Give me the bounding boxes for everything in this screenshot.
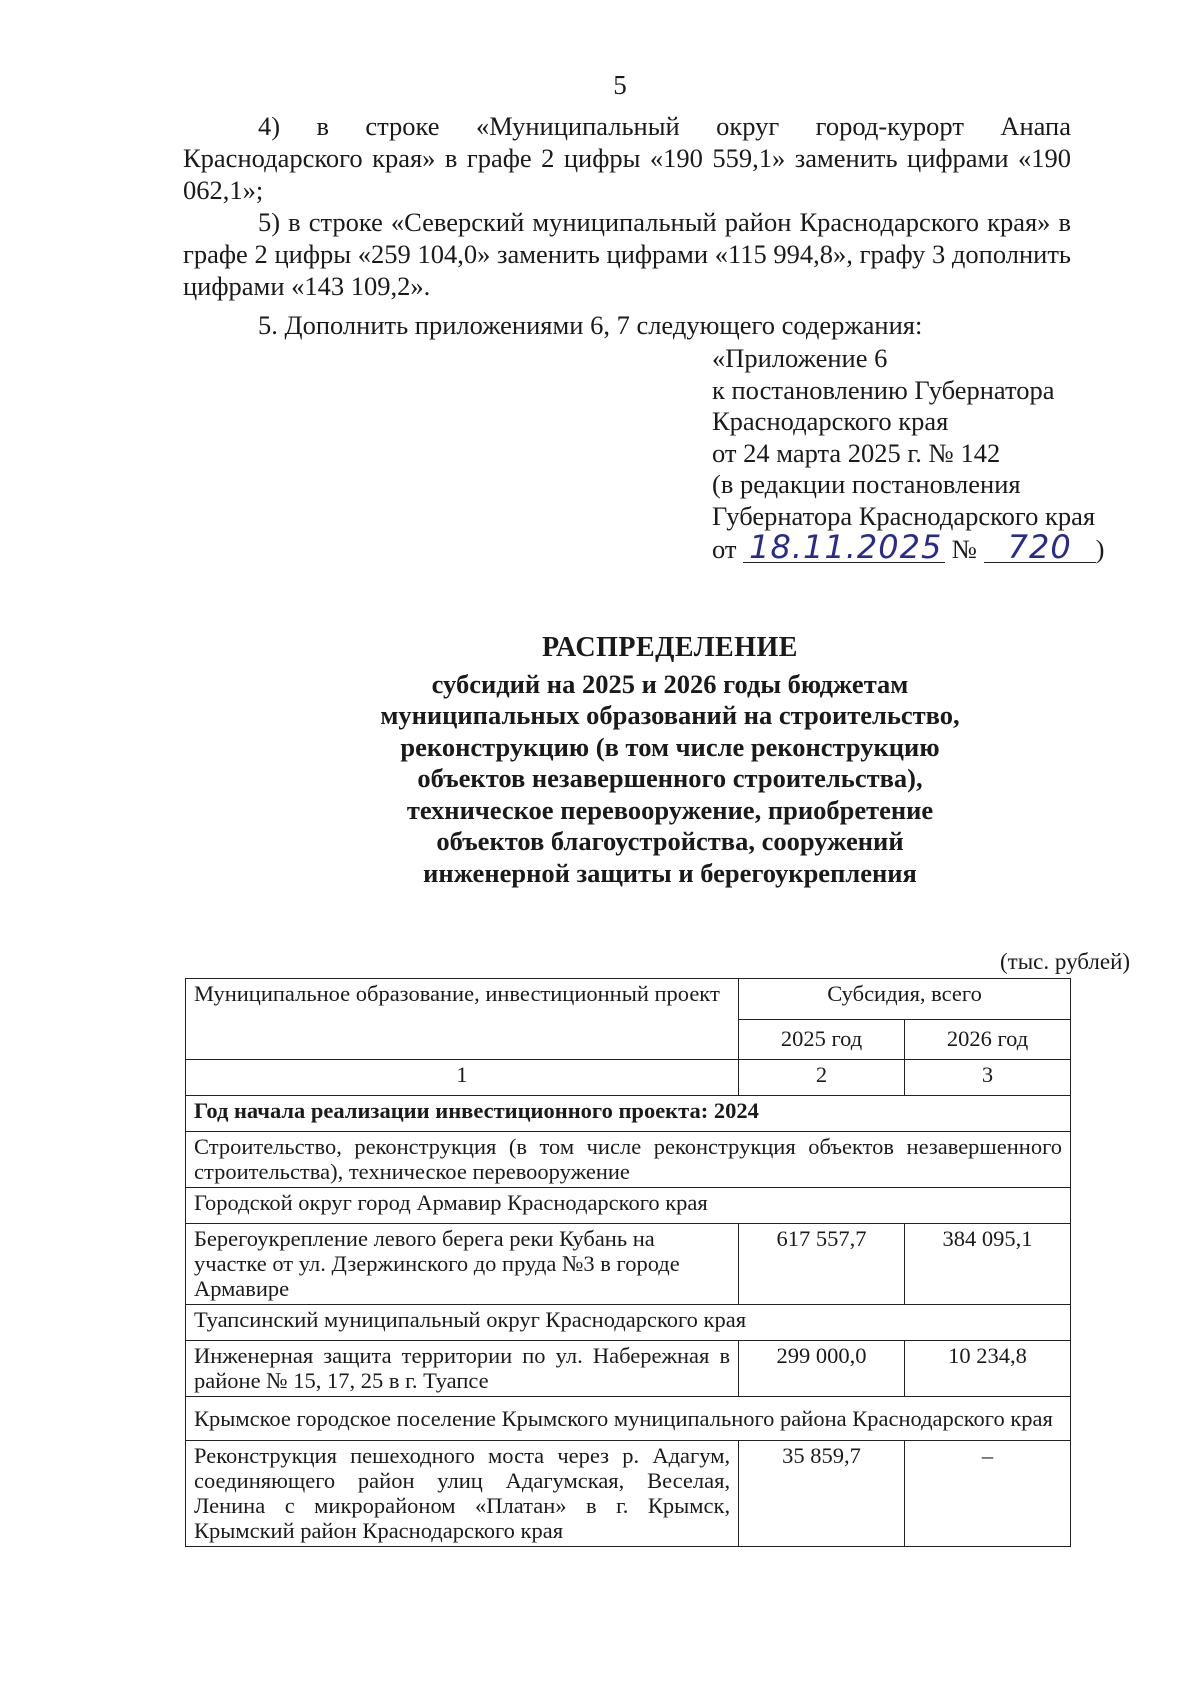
amendments-text <box>183 110 1071 341</box>
value-2026: – <box>905 1441 1071 1547</box>
document-title <box>0 632 1200 889</box>
handwritten-number: 720 <box>984 532 1096 563</box>
column-number: 1 <box>186 1060 739 1096</box>
signature-date-row <box>712 528 1105 566</box>
value-2026: 384 095,1 <box>905 1224 1071 1305</box>
header-municipality-project: Муниципальное образование, инвестиционный проект <box>186 979 739 1060</box>
value-2025: 617 557,7 <box>739 1224 905 1305</box>
start-year-row: Год начала реализации инвестиционного проекта: 2024 <box>186 1096 1071 1132</box>
table-row <box>186 1224 1071 1305</box>
amendment-item-4: 4) в строке «Муниципальный округ город-курорт Анапа Краснодарского края» в графе 2 цифры «190 559,1» заменить цифрами «190 062,1»; <box>183 111 1071 205</box>
municipality-row: Крымское городское поселение Крымского муниципального района Краснодарского края <box>186 1397 1071 1441</box>
handwritten-date: 18.11.2025 <box>743 532 945 563</box>
table-row <box>186 1341 1071 1397</box>
table-row <box>186 1441 1071 1547</box>
title-line: техническое перевооружение, приобретение <box>406 794 934 825</box>
value-2026: 10 234,8 <box>905 1341 1071 1397</box>
value-2025: 35 859,7 <box>739 1441 905 1547</box>
column-number: 3 <box>905 1060 1071 1096</box>
table-header-row <box>186 979 1071 1020</box>
category-row: Строительство, реконструкция (в том числе реконструкция объектов незавершенного строительства), техническое перевооружение <box>186 1132 1071 1188</box>
signature-prefix: от <box>712 534 737 564</box>
appendix-line: (в редакции постановления <box>712 469 1021 499</box>
value-2025: 299 000,0 <box>739 1341 905 1397</box>
amendment-add-appendices: 5. Дополнить приложениями 6, 7 следующего содержания: <box>258 310 923 340</box>
column-number: 2 <box>739 1060 905 1096</box>
table-row <box>186 1132 1071 1188</box>
header-subsidy-total: Субсидия, всего <box>739 979 1071 1020</box>
title-line: муниципальных образований на строительство, <box>380 700 960 730</box>
closing-paren: ) <box>1095 534 1105 564</box>
table-row <box>186 1397 1071 1441</box>
municipality-row: Городской округ город Армавир Краснодарского края <box>186 1188 1071 1224</box>
title-line: объектов незавершенного строительства), <box>417 763 923 793</box>
appendix-header <box>712 343 1104 566</box>
table-row <box>186 1188 1071 1224</box>
title-line: инженерной защиты и берегоукрепления <box>423 857 917 888</box>
subsidy-table <box>185 978 1071 1547</box>
municipality-row: Туапсинский муниципальный округ Краснодарского края <box>186 1305 1071 1341</box>
amendment-item-5: 5) в строке «Северский муниципальный район Краснодарского края» в графе 2 цифры «259 104,0» заменить цифрами «115 994,8», графу 3 дополнить цифрами «143 109,2». <box>183 207 1071 301</box>
header-year-2025: 2025 год <box>739 1019 905 1060</box>
appendix-line: к постановлению Губернатора <box>712 374 1055 405</box>
title-line: субсидий на 2025 и 2026 годы бюджетам <box>431 668 909 699</box>
project-name: Реконструкция пешеходного моста через р. Адагум, соединяющего район улиц Адагумская, Веселая, Ленина с микрорайоном «Платан» в г. Крымск, Крымский район Краснодарского края <box>186 1441 739 1547</box>
header-year-2026: 2026 год <box>905 1019 1071 1060</box>
title-heading: РАСПРЕДЕЛЕНИЕ <box>542 632 798 663</box>
appendix-line: Краснодарского края <box>712 406 949 436</box>
number-sign: № <box>951 534 978 564</box>
appendix-line: «Приложение 6 <box>712 343 888 373</box>
appendix-line: от 24 марта 2025 г. № 142 <box>712 437 1001 468</box>
table-row <box>186 1096 1071 1132</box>
appendix-line: Губернатора Краснодарского края <box>712 500 1096 531</box>
project-name: Берегоукрепление левого берега реки Кубань на участке от ул. Дзержинского до пруда №3 в городе Армавире <box>186 1224 739 1305</box>
table-units: (тыс. рублей) <box>1000 949 1131 974</box>
project-name: Инженерная защита территории по ул. Набережная в районе № 15, 17, 25 в г. Туапсе <box>186 1341 739 1397</box>
title-line: объектов благоустройства, сооружений <box>436 826 904 856</box>
page-number: 5 <box>613 70 627 100</box>
table-row <box>186 1305 1071 1341</box>
column-numbers-row <box>186 1060 1071 1096</box>
title-line: реконструкцию (в том числе реконструкцию <box>400 731 940 762</box>
